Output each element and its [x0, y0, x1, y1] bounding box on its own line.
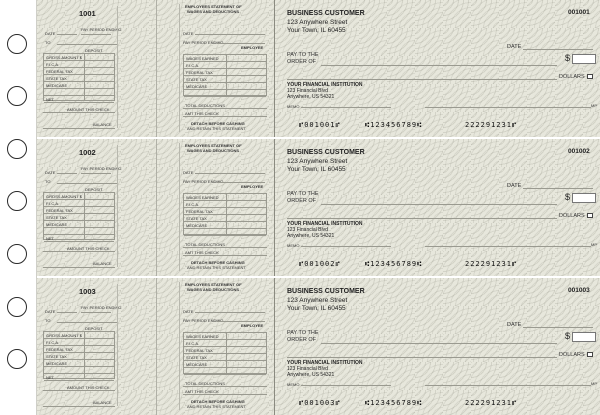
stub-to-label: TO: [45, 40, 51, 45]
wage-total-line: [183, 247, 267, 248]
wage-rule-vertical: [179, 282, 180, 410]
micr-account-number: 222291231⑈: [465, 260, 518, 268]
stub-amount-line: [43, 390, 115, 391]
stub-date-label: DATE: [45, 31, 56, 36]
stub-deposit-label: DEPOSIT: [85, 187, 103, 192]
dollar-sign: $: [565, 53, 571, 63]
wage-table-rule: [184, 339, 266, 340]
stub-ledger-label: NET: [46, 375, 54, 380]
stub-date-line: [57, 173, 77, 174]
date-label: DATE: [507, 322, 522, 328]
wage-table-rule: [184, 228, 266, 229]
wage-amt-label: AMT THIS CHECK: [185, 111, 219, 116]
stub-period-line: [81, 173, 111, 174]
memo-line: [301, 246, 391, 247]
stub-ledger-rule: [44, 206, 114, 207]
stub-period-label: PAY PERIOD ENDING: [81, 27, 122, 32]
wage-period-label: PAY PERIOD ENDING: [183, 318, 224, 323]
wage-detach-1: DETACH BEFORE CASHING: [191, 121, 245, 126]
wage-detach-2: AND RETAIN THIS STATEMENT: [187, 404, 246, 409]
pay-to-label-1: PAY TO THE: [287, 191, 319, 197]
wage-detach-2: AND RETAIN THIS STATEMENT: [187, 126, 246, 131]
written-amount-line: [287, 218, 557, 219]
binder-hole: [7, 139, 27, 159]
payee-line: [321, 65, 557, 66]
wage-table-label: F.I.C.A.: [186, 202, 200, 207]
wage-detach-2: AND RETAIN THIS STATEMENT: [187, 265, 246, 270]
stub-balance-label: BALANCE: [93, 400, 112, 405]
wage-table-label: FEDERAL TAX: [186, 209, 213, 214]
dollar-sign: $: [565, 331, 571, 341]
binder-hole: [7, 244, 27, 264]
stub-period-line: [81, 312, 111, 313]
wage-table-divider: [226, 194, 227, 234]
stub-ledger-rule: [44, 345, 114, 346]
bank-name: YOUR FINANCIAL INSTITUTION: [287, 360, 363, 366]
wage-table-rule: [184, 89, 266, 90]
business-address-1: 123 Anywhere Street: [287, 158, 348, 165]
stub-ledger-label: F.I.C.A.: [46, 340, 60, 345]
bank-name: YOUR FINANCIAL INSTITUTION: [287, 221, 363, 227]
stub-ledger-rule: [44, 373, 114, 374]
wage-rule-vertical: [179, 143, 180, 271]
signature-line: [425, 107, 591, 108]
stub-ledger-rule: [44, 88, 114, 89]
stub-ledger-rule: [44, 338, 114, 339]
wage-table-label: STATE TAX: [186, 216, 207, 221]
check-stub: [37, 0, 157, 137]
wage-total-line: [183, 386, 267, 387]
date-label: DATE: [507, 44, 522, 50]
stub-balance-label: BALANCE: [93, 122, 112, 127]
memo-label: MEMO: [287, 243, 300, 248]
wage-amt-label: AMT THIS CHECK: [185, 250, 219, 255]
micr-check-number: ⑈001001⑈: [299, 121, 341, 129]
dollar-sign: $: [565, 192, 571, 202]
business-name: BUSINESS CUSTOMER: [287, 149, 365, 156]
wage-total-line: [183, 108, 267, 109]
wage-table-rule: [184, 207, 266, 208]
stub-number: 1003: [79, 287, 96, 296]
stub-rule-vertical: [117, 284, 118, 406]
stub-ledger-label: FEDERAL TAX: [46, 347, 73, 352]
wage-total-label: TOTAL DEDUCTIONS: [185, 381, 225, 386]
stub-ledger-divider: [84, 193, 85, 239]
written-amount-line: [287, 79, 557, 80]
memo-label: MEMO: [287, 382, 300, 387]
stub-ledger-rule: [44, 95, 114, 96]
stub-to-label: TO: [45, 318, 51, 323]
security-features-icon: [587, 352, 593, 357]
wage-period-label: PAY PERIOD ENDING: [183, 179, 224, 184]
wage-table-label: STATE TAX: [186, 77, 207, 82]
stub-ledger-label: NET: [46, 236, 54, 241]
written-amount-line: [287, 357, 557, 358]
memo-line: [301, 385, 391, 386]
wage-detach-1: DETACH BEFORE CASHING: [191, 399, 245, 404]
check-number: 001002: [568, 148, 590, 155]
stub-ledger-rule: [44, 241, 114, 242]
wage-detach-1: DETACH BEFORE CASHING: [191, 260, 245, 265]
stub-ledger-label: F.I.C.A.: [46, 201, 60, 206]
wage-total-label: TOTAL DEDUCTIONS: [185, 103, 225, 108]
micr-account-number: 222291231⑈: [465, 399, 518, 407]
check-stub: [37, 139, 157, 276]
pay-to-label-1: PAY TO THE: [287, 52, 319, 58]
stub-balance-line: [43, 267, 115, 268]
stub-balance-line: [43, 406, 115, 407]
signature-line: [425, 246, 591, 247]
stub-ledger-label: F.I.C.A.: [46, 62, 60, 67]
stub-balance-line: [43, 128, 115, 129]
wage-table-label: WAGES EARNED: [186, 334, 219, 339]
stub-ledger-label: GROSS AMOUNT $: [46, 194, 82, 199]
business-address-1: 123 Anywhere Street: [287, 297, 348, 304]
stub-ledger-table: [43, 192, 115, 240]
wage-title-2: WAGES AND DEDUCTIONS: [187, 148, 240, 153]
stub-amount-label: AMOUNT THIS CHECK: [67, 385, 110, 390]
security-features-icon: [587, 213, 593, 218]
payee-line: [321, 343, 557, 344]
stub-number: 1002: [79, 148, 96, 157]
memo-label: MEMO: [287, 104, 300, 109]
wage-date-label: DATE: [183, 31, 194, 36]
stub-ledger-divider: [84, 332, 85, 378]
wage-table-label: F.I.C.A.: [186, 63, 200, 68]
check-number: 001003: [568, 287, 590, 294]
wage-amt-line: [183, 255, 267, 256]
stub-date-line: [57, 312, 77, 313]
wage-amt-line: [183, 394, 267, 395]
check-body: [275, 278, 600, 415]
dollars-label: DOLLARS: [559, 74, 585, 80]
wage-date-line: [195, 34, 265, 35]
wage-table-divider: [226, 333, 227, 373]
stub-ledger-table: [43, 331, 115, 379]
wage-title-2: WAGES AND DEDUCTIONS: [187, 287, 240, 292]
wage-table: [183, 54, 267, 96]
wage-title-2: WAGES AND DEDUCTIONS: [187, 9, 240, 14]
stub-period-label: PAY PERIOD ENDING: [81, 305, 122, 310]
stub-period-label: PAY PERIOD ENDING: [81, 166, 122, 171]
micr-check-number: ⑈001003⑈: [299, 399, 341, 407]
wage-title-1: EMPLOYEES STATEMENT OF: [185, 4, 242, 9]
mp-label: MP: [591, 103, 597, 108]
stub-ledger-rule: [44, 81, 114, 82]
stub-ledger-rule: [44, 220, 114, 221]
wage-rule-vertical: [179, 4, 180, 132]
stub-ledger-label: GROSS AMOUNT $: [46, 333, 82, 338]
amount-box[interactable]: [572, 193, 596, 203]
mp-label: MP: [591, 381, 597, 386]
check-row: [37, 278, 600, 415]
stub-period-line: [81, 34, 111, 35]
date-line: [523, 327, 593, 328]
stub-to-line: [57, 322, 117, 323]
payee-line: [321, 204, 557, 205]
bank-address-1: 123 Financial Blvd: [287, 366, 328, 372]
stub-ledger-label: FEDERAL TAX: [46, 69, 73, 74]
stub-ledger-rule: [44, 67, 114, 68]
stub-ledger-rule: [44, 352, 114, 353]
micr-routing-number: ⑆123456789⑆: [365, 260, 423, 268]
stub-to-label: TO: [45, 179, 51, 184]
wage-date-line: [195, 173, 265, 174]
wage-table-rule: [184, 214, 266, 215]
binder-hole: [7, 86, 27, 106]
business-address-2: Your Town, IL 60455: [287, 166, 346, 173]
wage-table-rule: [184, 96, 266, 97]
wage-period-line: [217, 43, 265, 44]
wage-date-label: DATE: [183, 170, 194, 175]
wage-table-label: MEDICARE: [186, 84, 208, 89]
wage-period-line: [217, 182, 265, 183]
wage-table-rule: [184, 82, 266, 83]
stub-ledger-rule: [44, 227, 114, 228]
stub-ledger-rule: [44, 366, 114, 367]
stub-ledger-label: STATE TAX: [46, 76, 67, 81]
binder-hole: [7, 34, 27, 54]
check-stub: [37, 278, 157, 415]
stub-ledger-label: STATE TAX: [46, 215, 67, 220]
dollars-label: DOLLARS: [559, 352, 585, 358]
stub-ledger-label: GROSS AMOUNT $: [46, 55, 82, 60]
stub-ledger-rule: [44, 60, 114, 61]
stub-ledger-label: MEDICARE: [46, 222, 68, 227]
stub-rule-vertical: [117, 6, 118, 128]
wage-period-line: [217, 321, 265, 322]
stub-ledger-label: STATE TAX: [46, 354, 67, 359]
date-line: [523, 188, 593, 189]
wage-table-rule: [184, 346, 266, 347]
stub-ledger-rule: [44, 102, 114, 103]
wage-table-rule: [184, 61, 266, 62]
stub-ledger-label: FEDERAL TAX: [46, 208, 73, 213]
pay-to-label-1: PAY TO THE: [287, 330, 319, 336]
micr-check-number: ⑈001002⑈: [299, 260, 341, 268]
wage-statement: [157, 0, 275, 137]
memo-line: [301, 107, 391, 108]
business-name: BUSINESS CUSTOMER: [287, 10, 365, 17]
wage-table-rule: [184, 68, 266, 69]
stub-number: 1001: [79, 9, 96, 18]
stub-ledger-rule: [44, 213, 114, 214]
stub-ledger-label: NET: [46, 97, 54, 102]
wage-table-rule: [184, 360, 266, 361]
stub-to-line: [57, 183, 117, 184]
stub-ledger-rule: [44, 359, 114, 360]
check-row: [37, 139, 600, 276]
wage-title-1: EMPLOYEES STATEMENT OF: [185, 282, 242, 287]
wage-employee-label: EMPLOYEE: [241, 323, 264, 328]
wage-table-rule: [184, 200, 266, 201]
stub-amount-label: AMOUNT THIS CHECK: [67, 107, 110, 112]
bank-address-2: Anywhere, US 54321: [287, 94, 335, 100]
signature-line: [425, 385, 591, 386]
wage-table-label: F.I.C.A.: [186, 341, 200, 346]
binder-hole: [7, 349, 27, 369]
stub-to-line: [57, 44, 117, 45]
stub-amount-line: [43, 112, 115, 113]
stub-balance-label: BALANCE: [93, 261, 112, 266]
check-number: 001001: [568, 9, 590, 16]
stub-ledger-label: MEDICARE: [46, 361, 68, 366]
stub-date-label: DATE: [45, 309, 56, 314]
binder-hole: [7, 191, 27, 211]
wage-table-rule: [184, 235, 266, 236]
wage-table-rule: [184, 374, 266, 375]
check-row: [37, 0, 600, 137]
bank-address-2: Anywhere, US 54321: [287, 233, 335, 239]
wage-amt-label: AMT THIS CHECK: [185, 389, 219, 394]
business-address-2: Your Town, IL 60455: [287, 305, 346, 312]
stub-deposit-label: DEPOSIT: [85, 48, 103, 53]
amount-box[interactable]: [572, 54, 596, 64]
wage-table-label: FEDERAL TAX: [186, 70, 213, 75]
wage-table-divider: [226, 55, 227, 95]
dollars-label: DOLLARS: [559, 213, 585, 219]
wage-table-label: WAGES EARNED: [186, 56, 219, 61]
wage-table: [183, 193, 267, 235]
pay-to-label-2: ORDER OF: [287, 337, 317, 343]
bank-name: YOUR FINANCIAL INSTITUTION: [287, 82, 363, 88]
wage-table-label: MEDICARE: [186, 362, 208, 367]
wage-table-rule: [184, 221, 266, 222]
wage-date-label: DATE: [183, 309, 194, 314]
security-features-icon: [587, 74, 593, 79]
check-body: [275, 139, 600, 276]
micr-account-number: 222291231⑈: [465, 121, 518, 129]
date-label: DATE: [507, 183, 522, 189]
stub-rule-vertical: [117, 145, 118, 267]
wage-table-rule: [184, 353, 266, 354]
bank-address-1: 123 Financial Blvd: [287, 227, 328, 233]
business-address-2: Your Town, IL 60455: [287, 27, 346, 34]
micr-routing-number: ⑆123456789⑆: [365, 399, 423, 407]
binder-strip: [0, 0, 37, 415]
wage-period-label: PAY PERIOD ENDING: [183, 40, 224, 45]
bank-address-2: Anywhere, US 54321: [287, 372, 335, 378]
wage-date-line: [195, 312, 265, 313]
stub-date-label: DATE: [45, 170, 56, 175]
stub-ledger-rule: [44, 380, 114, 381]
stub-ledger-rule: [44, 199, 114, 200]
wage-employee-label: EMPLOYEE: [241, 45, 264, 50]
stub-ledger-rule: [44, 74, 114, 75]
stub-date-line: [57, 34, 77, 35]
business-name: BUSINESS CUSTOMER: [287, 288, 365, 295]
wage-table-rule: [184, 75, 266, 76]
stub-amount-label: AMOUNT THIS CHECK: [67, 246, 110, 251]
business-address-1: 123 Anywhere Street: [287, 19, 348, 26]
wage-table-rule: [184, 367, 266, 368]
bank-address-1: 123 Financial Blvd: [287, 88, 328, 94]
wage-total-label: TOTAL DEDUCTIONS: [185, 242, 225, 247]
pay-to-label-2: ORDER OF: [287, 59, 317, 65]
mp-label: MP: [591, 242, 597, 247]
wage-amt-line: [183, 116, 267, 117]
stub-ledger-divider: [84, 54, 85, 100]
stub-ledger-rule: [44, 234, 114, 235]
wage-title-1: EMPLOYEES STATEMENT OF: [185, 143, 242, 148]
date-line: [523, 49, 593, 50]
wage-table-label: STATE TAX: [186, 355, 207, 360]
pay-to-label-2: ORDER OF: [287, 198, 317, 204]
amount-box[interactable]: [572, 332, 596, 342]
wage-table-label: WAGES EARNED: [186, 195, 219, 200]
wage-statement: [157, 139, 275, 276]
wage-statement: [157, 278, 275, 415]
wage-table-label: FEDERAL TAX: [186, 348, 213, 353]
check-body: [275, 0, 600, 137]
stub-ledger-label: MEDICARE: [46, 83, 68, 88]
stub-ledger-table: [43, 53, 115, 101]
wage-table-label: MEDICARE: [186, 223, 208, 228]
wage-table: [183, 332, 267, 374]
stub-deposit-label: DEPOSIT: [85, 326, 103, 331]
binder-hole: [7, 297, 27, 317]
micr-routing-number: ⑆123456789⑆: [365, 121, 423, 129]
stub-amount-line: [43, 251, 115, 252]
wage-employee-label: EMPLOYEE: [241, 184, 264, 189]
